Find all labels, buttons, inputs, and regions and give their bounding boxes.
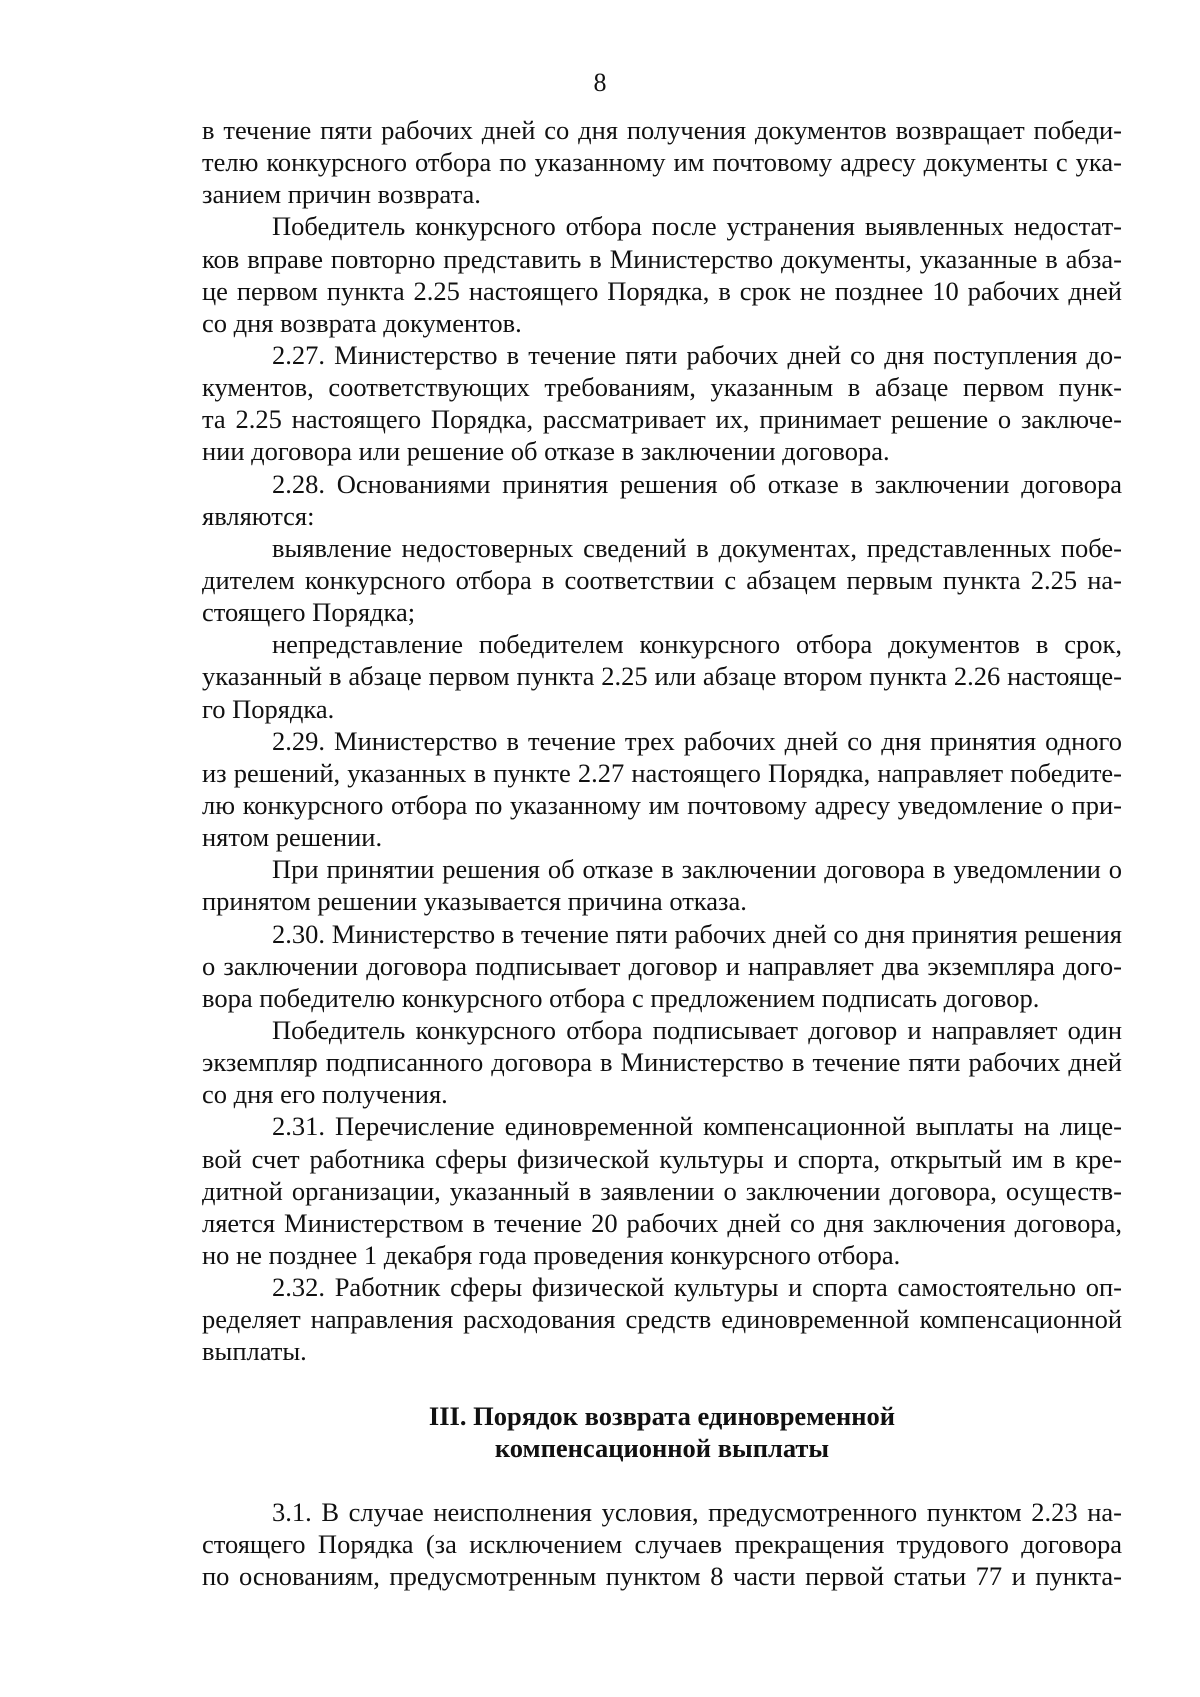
text-line: При принятии решения об отказе в заключении договора в уведомлении о <box>272 854 1122 885</box>
text-line: экземпляр подписанного договора в Министерство в течение пяти рабочих дней <box>202 1047 1122 1078</box>
text-line: из решений, указанных в пункте 2.27 настоящего Порядка, направляет победите- <box>202 757 1122 788</box>
text-line: Победитель конкурсного отбора после устранения выявленных недостат- <box>272 211 1122 242</box>
page-number: 8 <box>593 68 607 97</box>
text-line: 2.27. Министерство в течение пяти рабочих дней со дня поступления до- <box>272 339 1122 370</box>
text-line: стоящего Порядка (за исключением случаев прекращения трудового договора <box>202 1529 1122 1560</box>
text-line: по основаниям, предусмотренным пунктом 8 части первой статьи 77 и пункта- <box>202 1561 1122 1592</box>
text-line: нии договора или решение об отказе в заключении договора. <box>202 436 890 467</box>
text-line: 2.29. Министерство в течение трех рабочих дней со дня принятия одного <box>272 725 1122 756</box>
text-line: занием причин возврата. <box>202 179 481 210</box>
paragraph-2-29 <box>202 725 1122 854</box>
paragraph <box>202 114 1122 210</box>
text-line: со дня возврата документов. <box>202 307 522 338</box>
spacer <box>202 1367 1122 1399</box>
paragraph <box>202 1014 1122 1110</box>
text-line: указанный в абзаце первом пункта 2.25 или абзаце втором пункта 2.26 настояще- <box>202 661 1122 692</box>
text-line: выплаты. <box>202 1336 307 1367</box>
text-line: го Порядка. <box>202 693 335 724</box>
section-heading <box>202 1400 1122 1464</box>
text-line: но не позднее 1 декабря года проведения конкурсного отбора. <box>202 1239 901 1270</box>
paragraph-2-32 <box>202 1271 1122 1367</box>
text-line: выявление недостоверных сведений в документах, представленных побе- <box>272 532 1122 563</box>
text-line: в течение пяти рабочих дней со дня получения документов возвращает победи- <box>202 115 1122 145</box>
document-body <box>202 114 1122 1592</box>
text-line: дителем конкурсного отбора в соответствии с абзацем первым пункта 2.25 на- <box>202 564 1122 595</box>
paragraph-2-28 <box>202 468 1122 532</box>
spacer <box>202 1464 1122 1496</box>
text-line: ков вправе повторно представить в Министерство документы, указанные в абза- <box>202 243 1122 274</box>
text-line: лю конкурсного отбора по указанному им почтовому адресу уведомление о при- <box>202 789 1122 820</box>
text-line: нятом решении. <box>202 822 383 853</box>
text-line: о заключении договора подписывает договор и направляет два экземпляра дого- <box>202 950 1122 981</box>
paragraph-2-30 <box>202 918 1122 1014</box>
text-line: дитной организации, указанный в заявлении о заключении договора, осуществ- <box>202 1175 1122 1206</box>
paragraph <box>202 210 1122 339</box>
text-line: ляется Министерством в течение 20 рабочих дней со дня заключения договора, <box>202 1207 1122 1238</box>
paragraph-2-31 <box>202 1110 1122 1271</box>
section-heading-line: компенсационной выплаты <box>494 1432 830 1463</box>
text-line: кументов, соответствующих требованиям, указанным в абзаце первом пунк- <box>202 372 1122 403</box>
text-line: це первом пункта 2.25 настоящего Порядка, в срок не позднее 10 рабочих дней <box>202 275 1122 306</box>
text-line: Победитель конкурсного отбора подписывает договор и направляет один <box>272 1014 1122 1045</box>
text-line: ределяет направления расходования средств единовременной компенсационной <box>202 1304 1122 1335</box>
list-item <box>202 628 1122 724</box>
text-line: 2.31. Перечисление единовременной компенсационной выплаты на лице- <box>272 1111 1122 1142</box>
text-line: вой счет работника сферы физической культуры и спорта, открытый им в кре- <box>202 1143 1122 1174</box>
text-line: 2.30. Министерство в течение пяти рабочих дней со дня принятия решения <box>272 918 1122 949</box>
text-line: 2.28. Основаниями принятия решения об отказе в заключении договора <box>272 468 1122 499</box>
text-line: 3.1. В случае неисполнения условия, предусмотренного пунктом 2.23 на- <box>272 1497 1122 1528</box>
text-line: стоящего Порядка; <box>202 597 416 628</box>
text-line: являются: <box>202 500 315 531</box>
text-line: вора победителю конкурсного отбора с предложением подписать договор. <box>202 982 1040 1013</box>
list-item <box>202 532 1122 628</box>
text-line: телю конкурсного отбора по указанному им почтовому адресу документы с ука- <box>202 147 1122 178</box>
text-line: принятом решении указывается причина отказа. <box>202 886 747 917</box>
text-line: непредставление победителем конкурсного отбора документов в срок, <box>272 629 1122 660</box>
paragraph-2-27 <box>202 339 1122 468</box>
text-line: та 2.25 настоящего Порядка, рассматривает их, принимает решение о заключе- <box>202 404 1122 435</box>
text-line: 2.32. Работник сферы физической культуры и спорта самостоятельно оп- <box>272 1272 1122 1303</box>
paragraph-3-1 <box>202 1496 1122 1592</box>
paragraph <box>202 853 1122 917</box>
text-line: со дня его получения. <box>202 1079 448 1110</box>
section-heading-line: III. Порядок возврата единовременной <box>428 1400 896 1431</box>
